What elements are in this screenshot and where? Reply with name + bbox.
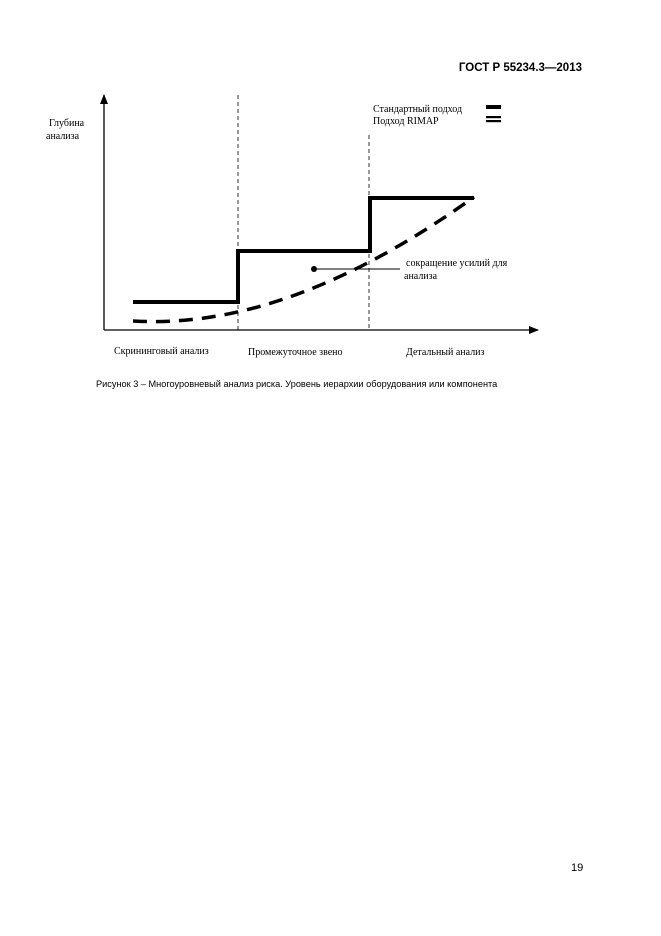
figure-caption: Рисунок 3 – Многоуровневый анализ риска. Уровень иерархии оборудования или компонента (96, 379, 498, 389)
legend-rimap-swatch-bottom (486, 120, 501, 122)
stage-label-detailed: Детальный анализ (406, 347, 485, 358)
page-number: 19 (571, 862, 584, 874)
legend-rimap-label: Подход RIMAP (373, 116, 439, 127)
legend-standard-label: Стандартный подход (373, 104, 463, 115)
stage-label-screening: Скрининговый анализ (114, 346, 209, 357)
legend-rimap-swatch-top (486, 116, 501, 118)
stage-label-intermediate: Промежуточное звено (248, 347, 343, 358)
risk-analysis-figure (0, 0, 661, 400)
annotation-text-line2: анализа (404, 271, 438, 282)
document-header: ГОСТ Р 55234.3—2013 (458, 62, 582, 74)
legend-standard-swatch (486, 105, 501, 109)
standard-approach-curve (133, 198, 474, 302)
y-axis-label-line1: Глубина (49, 118, 85, 129)
annotation-text-line1: сокращение усилий для (406, 258, 508, 269)
y-axis-label-line2: анализа (46, 131, 80, 142)
